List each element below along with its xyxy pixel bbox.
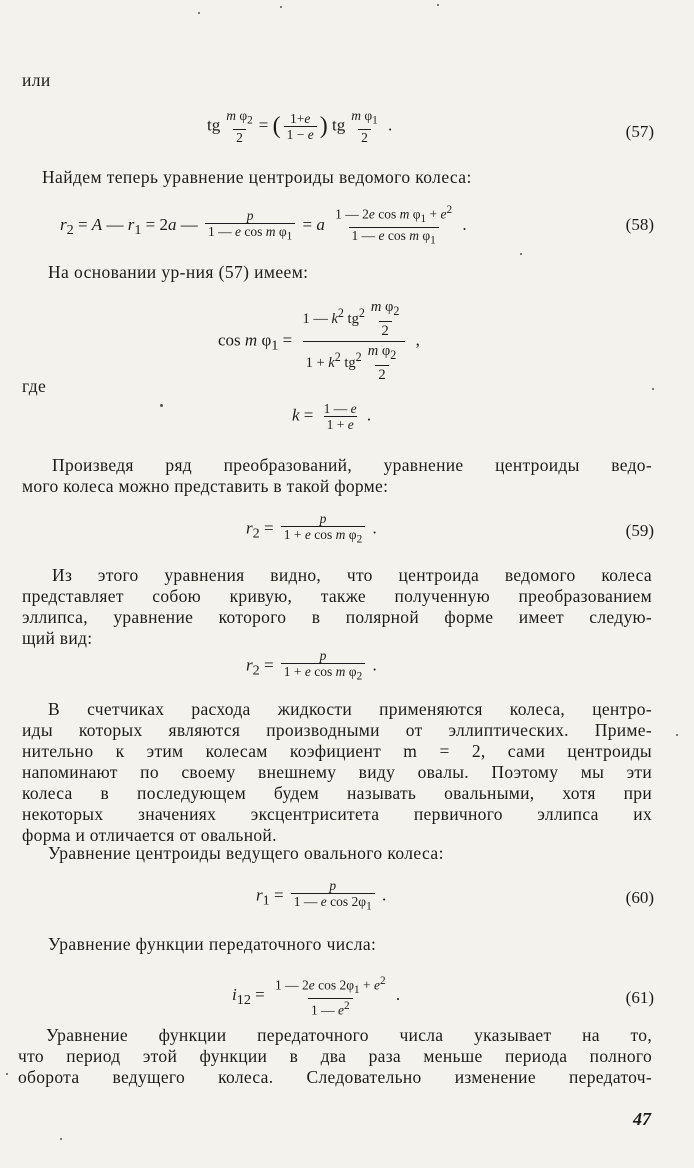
equation-number-57: (57) (625, 122, 654, 141)
equation-58: $r_2 = A$ — $r_1 = 2a$ — $\frac{p}{1 — e \cos m \varphi_1}$ = a $\frac{1 — 2e \cos m \varphi_1 + e^2}{1 — e \cos m \varphi_1}$ . (60, 204, 467, 247)
text-line: оборота ведущего колеса. Следовательно изменение передаточ- (18, 1067, 652, 1087)
text-line: нительно к этим колесам коэфициент m = 2, сами центроиды (22, 741, 652, 761)
paragraph-ellipse-transform (22, 565, 652, 649)
paragraph-find-driven-centroid: Найдем теперь уравнение центроиды ведомого колеса: (42, 167, 472, 187)
text-line: представляет собою кривую, также полученную преобразованием (22, 586, 652, 606)
scan-speck (198, 12, 200, 14)
equation-59: $r_2$ = $\frac{p}{1 + e \cos m \varphi_2}$ . (246, 511, 377, 546)
text-line: форма и отличается от овальной. (22, 825, 277, 845)
paragraph-gear-ratio-function: Уравнение функции передаточного числа: (48, 934, 377, 954)
text-line: щий вид: (22, 628, 93, 648)
equation-61: $i_{12}$ = $\frac{1 — 2e \cos 2\varphi_1 + e^2}{1 — e^2}$ . (232, 975, 401, 1018)
text-line: напоминают по своему внешнему виду овалы. Поэтому мы эти (22, 762, 652, 782)
equation-number-61: (61) (625, 988, 654, 1007)
text-line: Произведя ряд преобразований, уравнение центроиды ведо- (52, 455, 652, 475)
equation-number-60: (60) (625, 888, 654, 907)
scan-speck (437, 4, 439, 6)
scan-speck (676, 734, 678, 736)
equation-number-59: (59) (625, 521, 654, 540)
text-line: В счетчиках расхода жидкости применяются колеса, центро- (48, 699, 652, 719)
scan-speck (520, 253, 522, 255)
page-number: 47 (633, 1109, 651, 1129)
paragraph-liquid-meters (22, 699, 652, 846)
word-ili: или (22, 70, 51, 90)
text-line: что период этой функции в два раза меньше периода полного (18, 1046, 652, 1066)
text-line: эллипса, уравнение которого в полярной форме имеет следую- (22, 607, 652, 627)
scan-speck (280, 6, 282, 8)
text-line: иды которых являются производными от эллиптических. Приме- (22, 720, 652, 740)
equation-number-58: (58) (625, 215, 654, 234)
scan-speck (652, 388, 654, 390)
paragraph-based-on-eq57: На основании ур-ния (57) имеем: (48, 262, 309, 282)
equation-57: tg $\frac{m \varphi_2}{2}$ = ( $\frac{1+e}{1 - e}$ ) tg $\frac{m \varphi_1}{2}$ . (207, 108, 393, 145)
scan-speck (6, 1073, 8, 1075)
text-line: некоторых значениях эксцентриситета первичного эллипса их (22, 804, 652, 824)
equation-60: $r_1$ = $\frac{p}{1 — e \cos 2\varphi_1}$ . (256, 878, 387, 913)
paragraph-transformations (22, 455, 652, 497)
equation-cos-m-phi1: cos m $\varphi_1$ = 1 — $k^2$ $tg^2$ $\frac{m \varphi_2}{2}$ $1 + k^2$ $tg^2$ $\frac{m \varphi_2}{2}$ , (218, 299, 420, 383)
text-line: колеса в последующем будем называть овальными, хотя при (22, 783, 652, 803)
word-gde: где (22, 376, 47, 396)
equation-k: k = $\frac{1 — e}{1 + e}$ . (292, 401, 372, 432)
scan-speck (160, 404, 163, 407)
paragraph-driving-oval-centroid: Уравнение центроиды ведущего овального колеса: (48, 843, 444, 863)
text-line: Уравнение функции передаточного числа указывает на то, (46, 1025, 652, 1045)
scan-speck (60, 1138, 62, 1140)
equation-r2-polar: $r_2$ = $\frac{p}{1 + e \cos m \varphi_2}$ . (246, 648, 377, 683)
paragraph-period (18, 1025, 652, 1088)
text-line: мого колеса можно представить в такой форме: (22, 476, 389, 496)
text-line: Из этого уравнения видно, что центроида ведомого колеса (52, 565, 652, 585)
